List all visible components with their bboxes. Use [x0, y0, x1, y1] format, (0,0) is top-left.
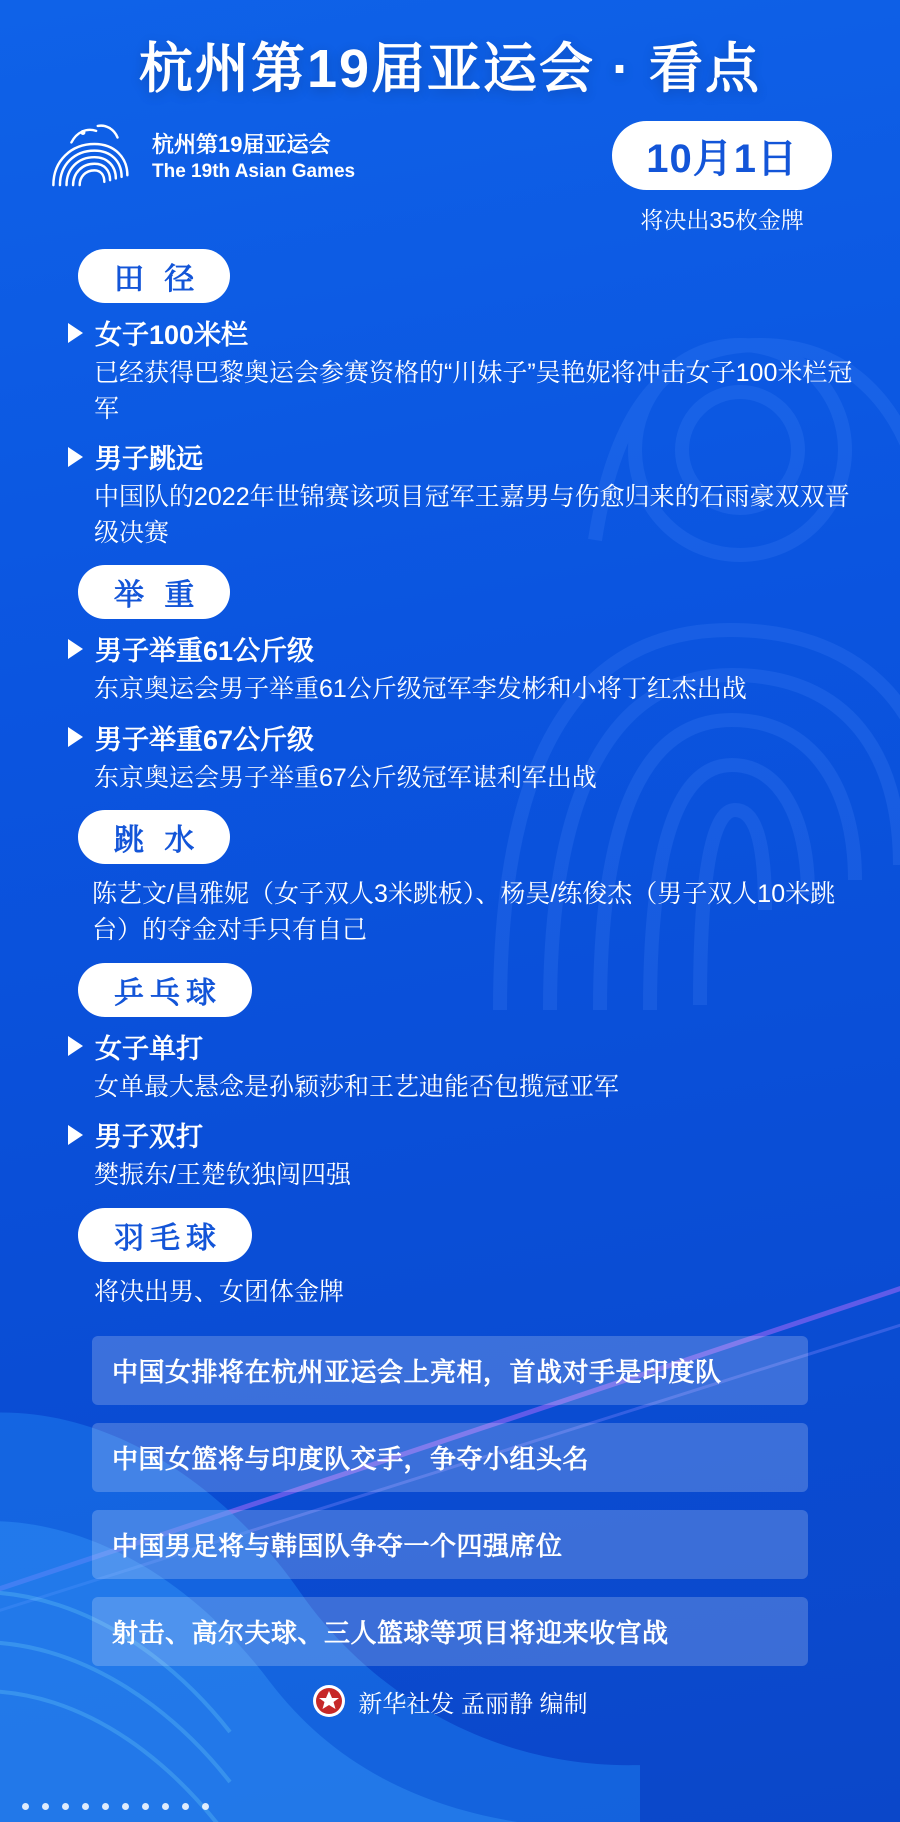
item-head: [60, 629, 854, 668]
footer-text: 新华社发 孟丽静 编制: [358, 1690, 588, 1718]
dot: [142, 1803, 149, 1810]
category-badge-weightlifting: 举 重: [78, 565, 230, 619]
dot: [42, 1803, 49, 1810]
item-head: [60, 313, 854, 352]
triangle-bullet-icon: [68, 323, 83, 343]
brand-name-cn: 杭州第19届亚运会: [152, 132, 331, 158]
category-badge-table-tennis: 乒乓球: [78, 963, 252, 1017]
date-badge: 10月1日: [612, 121, 832, 190]
date-subtitle: 将决出35枚金牌: [640, 207, 804, 233]
item-head: [60, 1115, 854, 1154]
dot: [162, 1803, 169, 1810]
category-badge-badminton: 羽毛球: [78, 1208, 252, 1262]
item-body: 女单最大悬念是孙颖莎和王艺迪能否包揽冠亚军: [94, 1072, 620, 1101]
category-pill-wrap: [0, 810, 900, 864]
item-title: 男子双打: [95, 1122, 203, 1152]
highlight-bar: 中国男足将与韩国队争夺一个四强席位: [92, 1510, 808, 1579]
dot: [102, 1803, 109, 1810]
dot: [62, 1803, 69, 1810]
highlight-bar: 射击、高尔夫球、三人篮球等项目将迎来收官战: [92, 1597, 808, 1666]
list-item: [0, 427, 900, 551]
triangle-bullet-icon: [68, 1036, 83, 1056]
item-body: 东京奥运会男子举重67公斤级冠军谌利军出战: [94, 763, 597, 792]
dot: [82, 1803, 89, 1810]
item-body: 东京奥运会男子举重61公斤级冠军李发彬和小将丁红杰出战: [94, 675, 747, 703]
item-head: [60, 1027, 854, 1066]
section-diving: [0, 810, 900, 949]
triangle-bullet-icon: [68, 727, 83, 747]
category-pill-wrap: [0, 963, 900, 1017]
highlight-bars: [0, 1336, 900, 1666]
list-item: [0, 1105, 900, 1194]
triangle-bullet-icon: [68, 1125, 83, 1145]
category-pill-wrap: [0, 249, 900, 303]
page-title: 杭州第19届亚运会 · 看点: [138, 39, 762, 99]
list-item: [0, 708, 900, 797]
item-title: 男子举重61公斤级: [95, 636, 315, 666]
item-head: [60, 437, 854, 476]
section-table-tennis: [0, 963, 900, 1194]
brand-name-en: The 19th Asian Games: [152, 160, 356, 182]
triangle-bullet-icon: [68, 447, 83, 467]
section-weightlifting: [0, 565, 900, 796]
dot: [182, 1803, 189, 1810]
section-badminton: [0, 1208, 900, 1310]
category-badge-diving: 跳 水: [78, 810, 230, 864]
item-head: [60, 718, 854, 757]
section-text-diving: 陈艺文/昌雅妮（女子双人3米跳板）、杨昊/练俊杰（男子双人10米跳台）的夺金对手只有自己: [92, 880, 836, 945]
item-body: 樊振东/王楚钦独闯四强: [94, 1161, 351, 1189]
list-item: [0, 1017, 900, 1106]
triangle-bullet-icon: [68, 639, 83, 659]
item-title: 女子100米栏: [95, 320, 249, 350]
xinhua-logo-icon: [312, 1684, 346, 1718]
highlight-bar: 中国女排将在杭州亚运会上亮相，首战对手是印度队: [92, 1336, 808, 1405]
brand: [46, 121, 355, 195]
footer: [0, 1684, 900, 1719]
item-title: 女子单打: [95, 1033, 203, 1064]
header-row: [0, 103, 900, 235]
category-badge-athletics: 田 径: [78, 249, 230, 303]
dot-decoration: [22, 1803, 209, 1810]
date-block: [612, 121, 870, 235]
asian-games-emblem-icon: [46, 121, 138, 195]
category-pill-wrap: [0, 1208, 900, 1262]
brand-text: [152, 131, 355, 184]
item-title: 男子跳远: [95, 444, 203, 474]
section-text-badminton: 将决出男、女团体金牌: [94, 1277, 345, 1306]
dot: [22, 1803, 29, 1810]
item-title: 男子举重67公斤级: [95, 724, 315, 755]
list-item: [0, 619, 900, 708]
item-body: 已经获得巴黎奥运会参赛资格的“川妹子”吴艳妮将冲击女子100米栏冠军: [94, 359, 853, 423]
section-athletics: [0, 249, 900, 551]
highlight-bar: 中国女篮将与印度队交手，争夺小组头名: [92, 1423, 808, 1492]
category-pill-wrap: [0, 565, 900, 619]
item-body: 中国队的2022年世锦赛该项目冠军王嘉男与伤愈归来的石雨豪双双晋级决赛: [94, 483, 850, 547]
dot: [122, 1803, 129, 1810]
dot: [202, 1803, 209, 1810]
list-item: [0, 303, 900, 427]
